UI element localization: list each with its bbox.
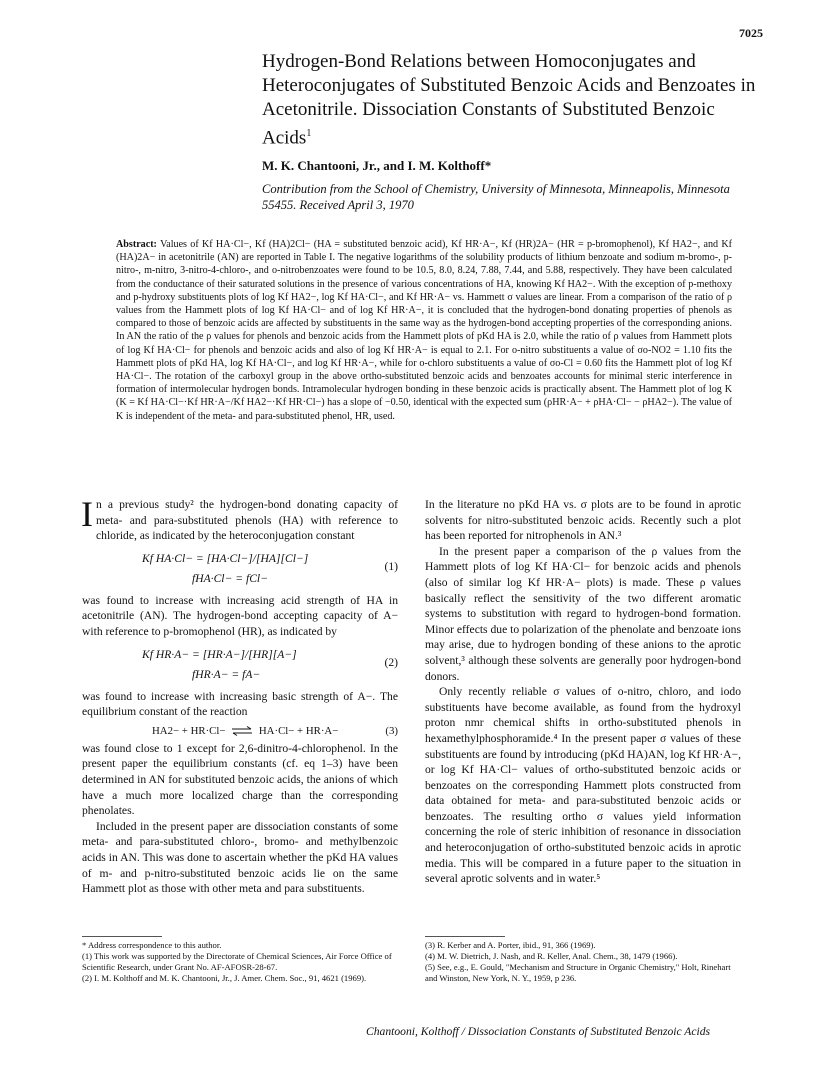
left-column — [81, 494, 398, 897]
footnote-1: (1) This work was supported by the Directorate of Chemical Sciences, Air Force Office of Scientific Research, under Grant No. AF-AFOSR-28-67. — [82, 951, 392, 972]
paragraph-2: was found to increase with increasing acid strength of HA in acetonitrile (AN). The hydrogen-bond accepting capacity of A− with reference to p-bromophenol (HR), as indicated by — [82, 593, 398, 638]
footnote-divider-right — [425, 936, 505, 937]
author-list: M. K. Chantooni, Jr., and I. M. Kolthoff* — [262, 158, 492, 173]
abstract-label: Abstract: — [116, 239, 157, 250]
right-paragraph-3: Only recently reliable σ values of o-nitro, chloro, and iodo substituents have become available, as found from the hydroxyl proton nmr chemical shifts in ortho-substituted phenols in hexamethylphosphoramide.⁴ In the present paper σ values of these substituents are found by introducing (pKd HA)AN, log Kf HR·A−, or log Kf HA·Cl− values of ortho-substituted benzoic acids or benzoates on the corresponding Hammett plots constructed from data obtained for meta- and para-substituted benzoic acids or benzoates. The resulting ortho σ values yield information concerning the role of steric inhibition of resonance in dissociation and heteroconjugation of ortho-substituted benzoic acids in aprotic media. This will be compared in a future paper to the situation in several aprotic solvents and in water.⁵ — [425, 685, 741, 886]
footnote-4: (4) M. W. Dietrich, J. Nash, and R. Keller, Anal. Chem., 38, 1479 (1966). — [425, 951, 678, 961]
affiliation: Contribution from the School of Chemistry, University of Minnesota, Minneapolis, Minnesota 55455. Received April 3, 1970 — [262, 182, 730, 212]
paragraph-4: was found close to 1 except for 2,6-dinitro-4-chlorophenol. In the present paper the equilibrium constants (cf. eq 1–3) have been determined in AN for substituted benzoic acids, the anions of which have a much more localized charge than the corresponding phenolates. — [82, 741, 398, 818]
drop-cap: I — [81, 494, 93, 534]
title-footnote-marker: 1 — [306, 128, 312, 139]
running-footer: Chantooni, Kolthoff / Dissociation Constants of Substituted Benzoic Acids — [366, 1025, 711, 1038]
paragraph-3: was found to increase with increasing basic strength of A−. The equilibrium constant of the reaction — [82, 689, 398, 719]
equation-2 — [82, 645, 398, 685]
equation-3-number: (3) — [385, 724, 398, 737]
right-paragraph-2: In the present paper a comparison of the ρ values from the Hammett plots of log Kf HA·Cl− for benzoic acids and phenols (also of similar log Kf HR·A− plots) is made. These ρ values basically reflect the sensitivity of the two different aromatic systems to substitution with regard to hydrogen-bond formation. Minor effects due to polarization of the phenolate and benzoate ions may arise, due to hydrogen bonding of these anions to the aprotic solvent,³ although these solvents are generally poor hydrogen-bond donors. — [425, 544, 741, 683]
paragraph-5: Included in the present paper are dissociation constants of some meta- and para-substituted chloro-, bromo- and methylbenzoic acids in AN. This was done to ascertain whether the pKd HA values of m- and p-nitro-substituted benzoic acids lie on the same Hammett plot as those with other meta and para substituents. — [82, 819, 398, 896]
abstract — [116, 238, 732, 423]
equation-2-number: (2) — [384, 655, 398, 669]
footnotes-left — [82, 940, 400, 984]
intro-paragraph — [81, 494, 398, 544]
footnote-2: (2) I. M. Kolthoff and M. K. Chantooni, Jr., J. Amer. Chem. Soc., 91, 4621 (1969). — [82, 973, 367, 983]
equation-1-main: Kf HA·Cl− = [HA·Cl−]/[HA][Cl−] — [142, 551, 309, 565]
right-column — [425, 497, 741, 887]
equation-1-number: (1) — [384, 559, 398, 573]
footnotes-right — [425, 940, 743, 984]
article-title-text: Hydrogen-Bond Relations between Homoconjugates and Heteroconjugates of Substituted Benzoic Acids and Benzoates in Acetonitrile. Dissociation Constants of Substituted Benzoic Acids — [262, 51, 756, 149]
equation-2-activity: fHR·A− = fA− — [192, 667, 261, 681]
reaction-reactants: HA2− + HR·Cl− — [152, 724, 226, 737]
reaction-products: HA·Cl− + HR·A− — [258, 724, 339, 737]
equilibrium-arrows-icon — [231, 726, 253, 736]
footnote-5: (5) See, e.g., E. Gould, "Mechanism and Structure in Organic Chemistry," Holt, Rinehart and Winston, New York, N. Y., 1959, p 236. — [425, 962, 731, 983]
right-paragraph-1: In the literature no pKd HA vs. σ plots are to be found in aprotic solvents for nitro-substituted benzoic acids. Recently such a plot has been reported for nitrophenols in AN.³ — [425, 498, 741, 543]
abstract-text: Values of Kf HA·Cl−, Kf (HA)2Cl− (HA = substituted benzoic acid), Kf HR·A−, Kf (HR)2A− (HR = p-bromophenol), Kf HA2−, and Kf (HA)2A− in acetonitrile (AN) are reported in Table I. The negative logarithms of the solubility products of lithium benzoate and sodium m-bromo-, p-nitro-, m-nitro, 3-nitro-4-chloro-, and o-nitrobenzoates were found to be 10.5, 8.0, 8.24, 7.88, 7.44, and 5.88, respectively. They have been calculated from the conductance of their saturated solutions in the presence of various concentrations of HA, knowing Kf HA2−. With the exception of p-methoxy and p-hydroxy substituents plots of log Kf HA2−, log Kf HA·Cl−, and Kf HR·A− vs. Hammett σ values are linear. From a comparison of the ratio of ρ values from the Hammett plots of log Kf HA·Cl− and of log Kf HR·A−, it is concluded that the hydrogen-bond donating properties of phenols as compared to those of benzoic acids are affected by substituents in the same way as the hydrogen-bond accepting properties of the corresponding anions. In AN the ratio of the ρ values for phenols and benzoic acids from the Hammett plots of pKd HA is 2.0, while the ratio of ρ values from Hammett plots of log Kf HA·Cl− for phenols and benzoic acids and also of log Kf HR·A− is equal to 2.1. For o-nitro substituents a value of σo-NO2 = 1.10 fits the Hammett plots of pKd HA, log Kf HA·Cl−, and log Kf HR·A−, while for o-chloro substituents a value of σo-Cl = 0.60 fits the Hammett plot of log Kf HA·Cl−. The rotation of the carboxyl group in the above ortho-substituted benzoic acids and benzoates accounts for minimal steric interference in formation of intermolecular hydrogen bonds. Intramolecular hydrogen bonding in these benzoic acids is practically absent. The Hammett plot of log K (K = Kf HA·Cl−·Kf HR·A−/Kf HA2−·Kf HR·Cl−) has a slope of −0.50, identical with the expected sum (ρHR·A− + ρHA·Cl− − ρHA2−). The value of K is independent of the meta- and para-substituted phenol, HR, used. — [116, 239, 733, 422]
page-number: 7025 — [739, 26, 763, 40]
equation-1-activity: fHA·Cl− = fCl− — [192, 571, 268, 585]
equation-2-main: Kf HR·A− = [HR·A−]/[HR][A−] — [142, 647, 297, 661]
footnote-divider-left — [82, 936, 162, 937]
article-title — [262, 50, 762, 150]
footnote-3: (3) R. Kerber and A. Porter, ibid., 91, 366 (1969). — [425, 940, 596, 950]
equation-3 — [82, 723, 398, 739]
intro-text: n a previous study² the hydrogen-bond donating capacity of meta- and para-substituted phenols (HA) with reference to chloride, as indicated by the heteroconjugation constant — [96, 498, 398, 543]
equation-1 — [82, 549, 398, 589]
footnote-correspondence: * Address correspondence to this author. — [82, 940, 222, 950]
